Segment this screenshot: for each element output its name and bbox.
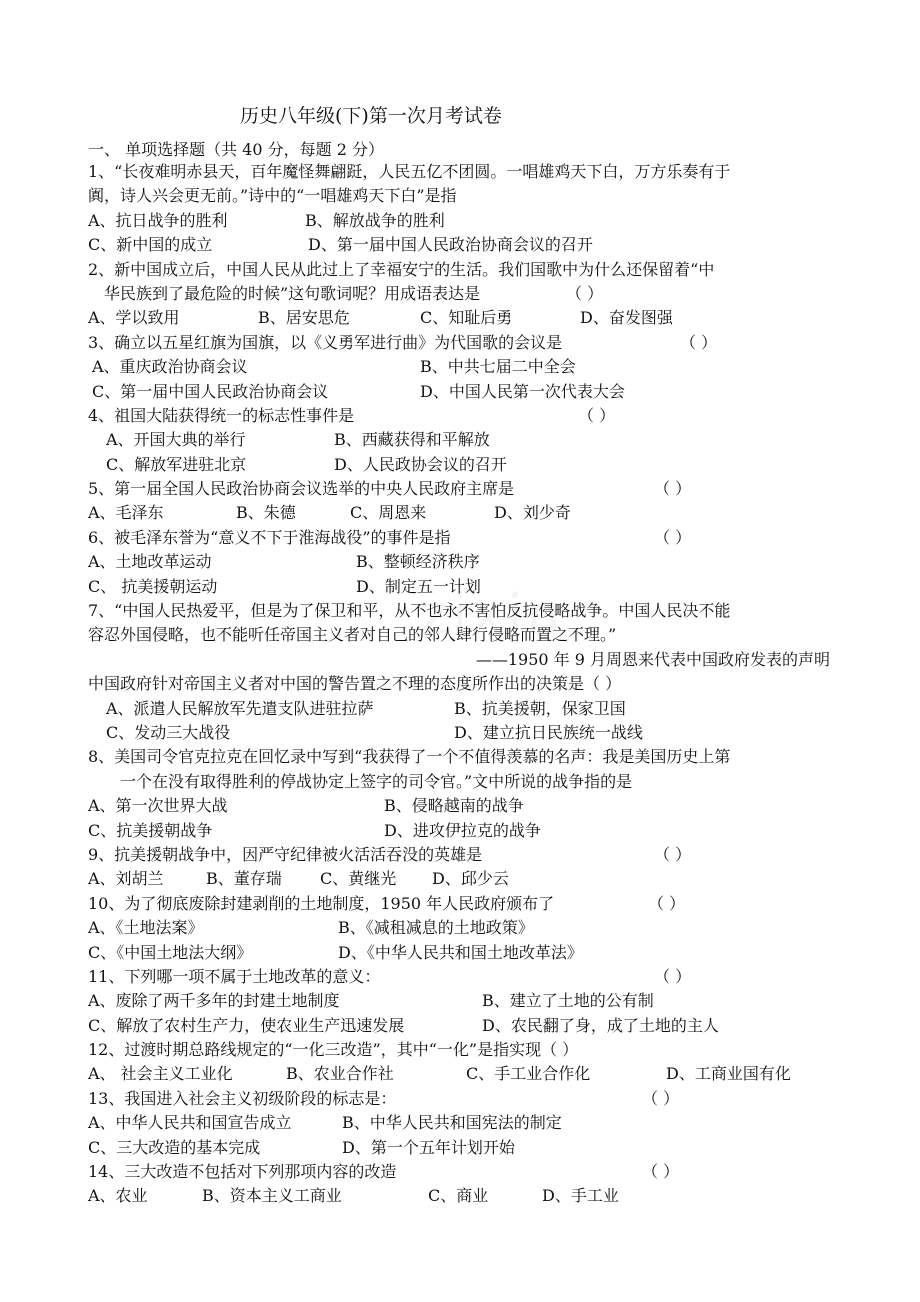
option-c: C、第一届中国人民政治协商会议 xyxy=(92,381,329,401)
option-b: B、中华人民共和国宪法的制定 xyxy=(342,1113,562,1133)
option-b: B、农业合作社 xyxy=(286,1064,394,1084)
question-stem-row xyxy=(88,282,848,306)
option-row xyxy=(88,209,848,233)
option-d: D、邱少云 xyxy=(432,869,509,889)
option-a: A、《土地法案》 xyxy=(88,918,204,938)
option-d: D、刘少奇 xyxy=(494,503,571,523)
option-row xyxy=(88,1062,848,1086)
option-b: B、中共七届二中全会 xyxy=(420,357,576,377)
option-c: C、新中国的成立 xyxy=(88,235,213,255)
option-b: B、董存瑞 xyxy=(206,869,282,889)
question-stem: 6、被毛泽东誉为“意义不下于淮海战役”的事件是指 xyxy=(88,527,451,547)
option-row xyxy=(88,989,848,1013)
quote-source: ——1950 年 9 月周恩来代表中国政府发表的声明 xyxy=(475,649,830,669)
option-d: D、工商业国有化 xyxy=(666,1064,791,1084)
option-d: D、建立抗日民族统一战线 xyxy=(454,722,643,742)
option-row xyxy=(88,428,848,452)
option-a: A、开国大典的举行 xyxy=(106,430,246,450)
option-row xyxy=(88,380,848,404)
option-row xyxy=(88,794,848,818)
question-list xyxy=(88,160,848,1209)
answer-blank[interactable]: （ ） xyxy=(642,1162,680,1182)
question-stem: 华民族到了最危险的时候”这句歌词呢？用成语表达是 xyxy=(104,283,481,303)
answer-blank[interactable]: （ ） xyxy=(654,966,692,986)
question-stem-row xyxy=(88,770,848,794)
question-stem-row xyxy=(88,892,848,916)
question-stem: 7、“中国人民热爱平，但是为了保卫和平，从不也永不害怕反抗侵略战争。中国人民决不能 xyxy=(88,601,731,621)
question-stem-row xyxy=(88,1087,848,1111)
option-b: B、资本主义工商业 xyxy=(202,1186,342,1206)
option-c: C、三大改造的基本完成 xyxy=(88,1137,261,1157)
question-stem-row xyxy=(88,477,848,501)
answer-blank[interactable]: （ ） xyxy=(654,527,692,547)
option-row xyxy=(88,355,848,379)
option-row xyxy=(88,916,848,940)
option-c: C、解放了农村生产力，使农业生产迅速发展 xyxy=(88,1015,405,1035)
question-stem-row xyxy=(88,843,848,867)
question-stem: 容忍外国侵略，也不能听任帝国主义者对自己的邻人肆行侵略而置之不理。” xyxy=(88,625,617,645)
question-stem: 8、美国司令官克拉克在回忆录中写到“我获得了一个不值得羡慕的名声：我是美国历史上第 xyxy=(88,747,731,767)
option-row xyxy=(88,1136,848,1160)
question-stem: 12、过渡时期总路线规定的“一化三改造”，其中“一化”是指实现（ ） xyxy=(88,1040,579,1060)
option-d: D、第一届中国人民政治协商会议的召开 xyxy=(308,235,593,255)
page-title: 历史八年级(下)第一次月考试卷 xyxy=(240,105,502,127)
question-stem-row xyxy=(88,1160,848,1184)
question-stem: 3、确立以五星红旗为国旗，以《义勇军进行曲》为代国歌的会议是 xyxy=(88,332,563,352)
answer-blank[interactable]: （ ） xyxy=(566,283,604,303)
option-b: B、建立了土地的公有制 xyxy=(482,991,654,1011)
option-a: A、学以致用 xyxy=(88,308,180,328)
option-d: D、制定五一计划 xyxy=(356,576,481,596)
option-d: D、手工业 xyxy=(542,1186,619,1206)
question-stem: 5、第一届全国人民政治协商会议选举的中央人民政府主席是 xyxy=(88,479,515,499)
option-row xyxy=(88,1014,848,1038)
question-stem: 阗，诗人兴会更无前。”诗中的“一唱雄鸡天下白”是指 xyxy=(88,186,457,206)
option-row xyxy=(88,306,848,330)
answer-blank[interactable]: （ ） xyxy=(654,844,692,864)
option-row xyxy=(88,1111,848,1135)
option-row xyxy=(88,721,848,745)
option-b: B、《减租减息的土地政策》 xyxy=(338,918,534,938)
option-b: B、朱德 xyxy=(236,503,296,523)
option-row xyxy=(88,1184,848,1208)
option-c: C、手工业合作化 xyxy=(466,1064,591,1084)
option-d: D、进攻伊拉克的战争 xyxy=(384,820,541,840)
answer-blank[interactable]: （ ） xyxy=(578,405,616,425)
option-c: C、 抗美援朝运动 xyxy=(88,576,218,596)
option-d: D、第一个五年计划开始 xyxy=(342,1137,515,1157)
option-row xyxy=(88,575,848,599)
option-a: A、第一次世界大战 xyxy=(88,796,228,816)
question-stem: 10、为了彻底废除封建剥削的土地制度，1950 年人民政府颁布了 xyxy=(88,893,555,913)
question-stem: 14、三大改造不包括对下列那项内容的改造 xyxy=(88,1162,397,1182)
option-d: D、奋发图强 xyxy=(580,308,673,328)
option-b: B、侵略越南的战争 xyxy=(384,796,524,816)
option-c: C、解放军进驻北京 xyxy=(106,454,247,474)
option-a: A、抗日战争的胜利 xyxy=(88,210,228,230)
option-a: A、重庆政治协商会议 xyxy=(92,357,248,377)
question-stem: 13、我国进入社会主义初级阶段的标志是： xyxy=(88,1088,397,1108)
option-a: A、派遣人民解放军先遣支队进驻拉萨 xyxy=(106,698,374,718)
option-row xyxy=(88,233,848,257)
option-row xyxy=(88,697,848,721)
option-b: B、居安思危 xyxy=(258,308,350,328)
question-stem: 4、祖国大陆获得统一的标志性事件是 xyxy=(88,405,355,425)
option-row xyxy=(88,867,848,891)
option-c: C、知耻后勇 xyxy=(420,308,513,328)
option-d: D、人民政协会议的召开 xyxy=(334,454,507,474)
question-stem: 一个在没有取得胜利的停战协定上签字的司令官。”文中所说的战争指的是 xyxy=(120,771,633,791)
answer-blank[interactable]: （ ） xyxy=(648,893,686,913)
quote-source-row xyxy=(88,648,848,672)
option-d: D、中国人民第一次代表大会 xyxy=(420,381,625,401)
option-b: B、西藏获得和平解放 xyxy=(334,430,490,450)
question-stem-row xyxy=(88,404,848,428)
option-c: C、发动三大战役 xyxy=(106,722,231,742)
option-b: B、整顿经济秩序 xyxy=(356,552,480,572)
option-a: A、土地改革运动 xyxy=(88,552,212,572)
question-stem-row xyxy=(88,526,848,550)
option-a: A、 社会主义工业化 xyxy=(88,1064,233,1084)
question-stem-row xyxy=(88,965,848,989)
option-c: C、《中国土地法大纲》 xyxy=(88,942,253,962)
option-b: B、抗美援朝，保家卫国 xyxy=(454,698,626,718)
section-heading: 一、 单项选择题（共 40 分，每题 2 分） xyxy=(88,140,384,159)
option-a: A、毛泽东 xyxy=(88,503,164,523)
question-stem: 1、“长夜难明赤县天，百年魔怪舞翩跹，人民五亿不团圆。一唱雄鸡天下白，万方乐奏有于 xyxy=(88,162,731,181)
question-stem: 11、下列哪一项不属于土地改革的意义： xyxy=(88,966,381,986)
option-c: C、抗美援朝战争 xyxy=(88,820,213,840)
option-a: A、中华人民共和国宣告成立 xyxy=(88,1113,292,1133)
option-a: A、废除了两千多年的封建土地制度 xyxy=(88,991,340,1011)
question-stem-row xyxy=(88,331,848,355)
option-c: C、商业 xyxy=(428,1186,489,1206)
option-a: A、刘胡兰 xyxy=(88,869,164,889)
option-row xyxy=(88,550,848,574)
option-c: C、黄继光 xyxy=(320,869,397,889)
option-row xyxy=(88,501,848,525)
question-stem: 2、新中国成立后，中国人民从此过上了幸福安宁的生活。我们国歌中为什么还保留着“中 xyxy=(88,259,715,279)
answer-blank[interactable]: （ ） xyxy=(680,332,718,352)
option-row xyxy=(88,453,848,477)
option-b: B、解放战争的胜利 xyxy=(305,210,445,230)
question-stem: 中国政府针对帝国主义者对中国的警告置之不理的态度所作出的决策是（ ） xyxy=(88,674,622,694)
option-c: C、周恩来 xyxy=(350,503,427,523)
answer-blank[interactable]: （ ） xyxy=(642,1088,680,1108)
answer-blank[interactable]: （ ） xyxy=(654,479,692,499)
option-a: A、农业 xyxy=(88,1186,148,1206)
option-row xyxy=(88,819,848,843)
question-stem: 9、抗美援朝战争中，因严守纪律被火活活吞没的英雄是 xyxy=(88,844,483,864)
option-d: D、农民翻了身，成了土地的主人 xyxy=(482,1015,719,1035)
option-d: D、《中华人民共和国土地改革法》 xyxy=(338,942,583,962)
option-row xyxy=(88,941,848,965)
